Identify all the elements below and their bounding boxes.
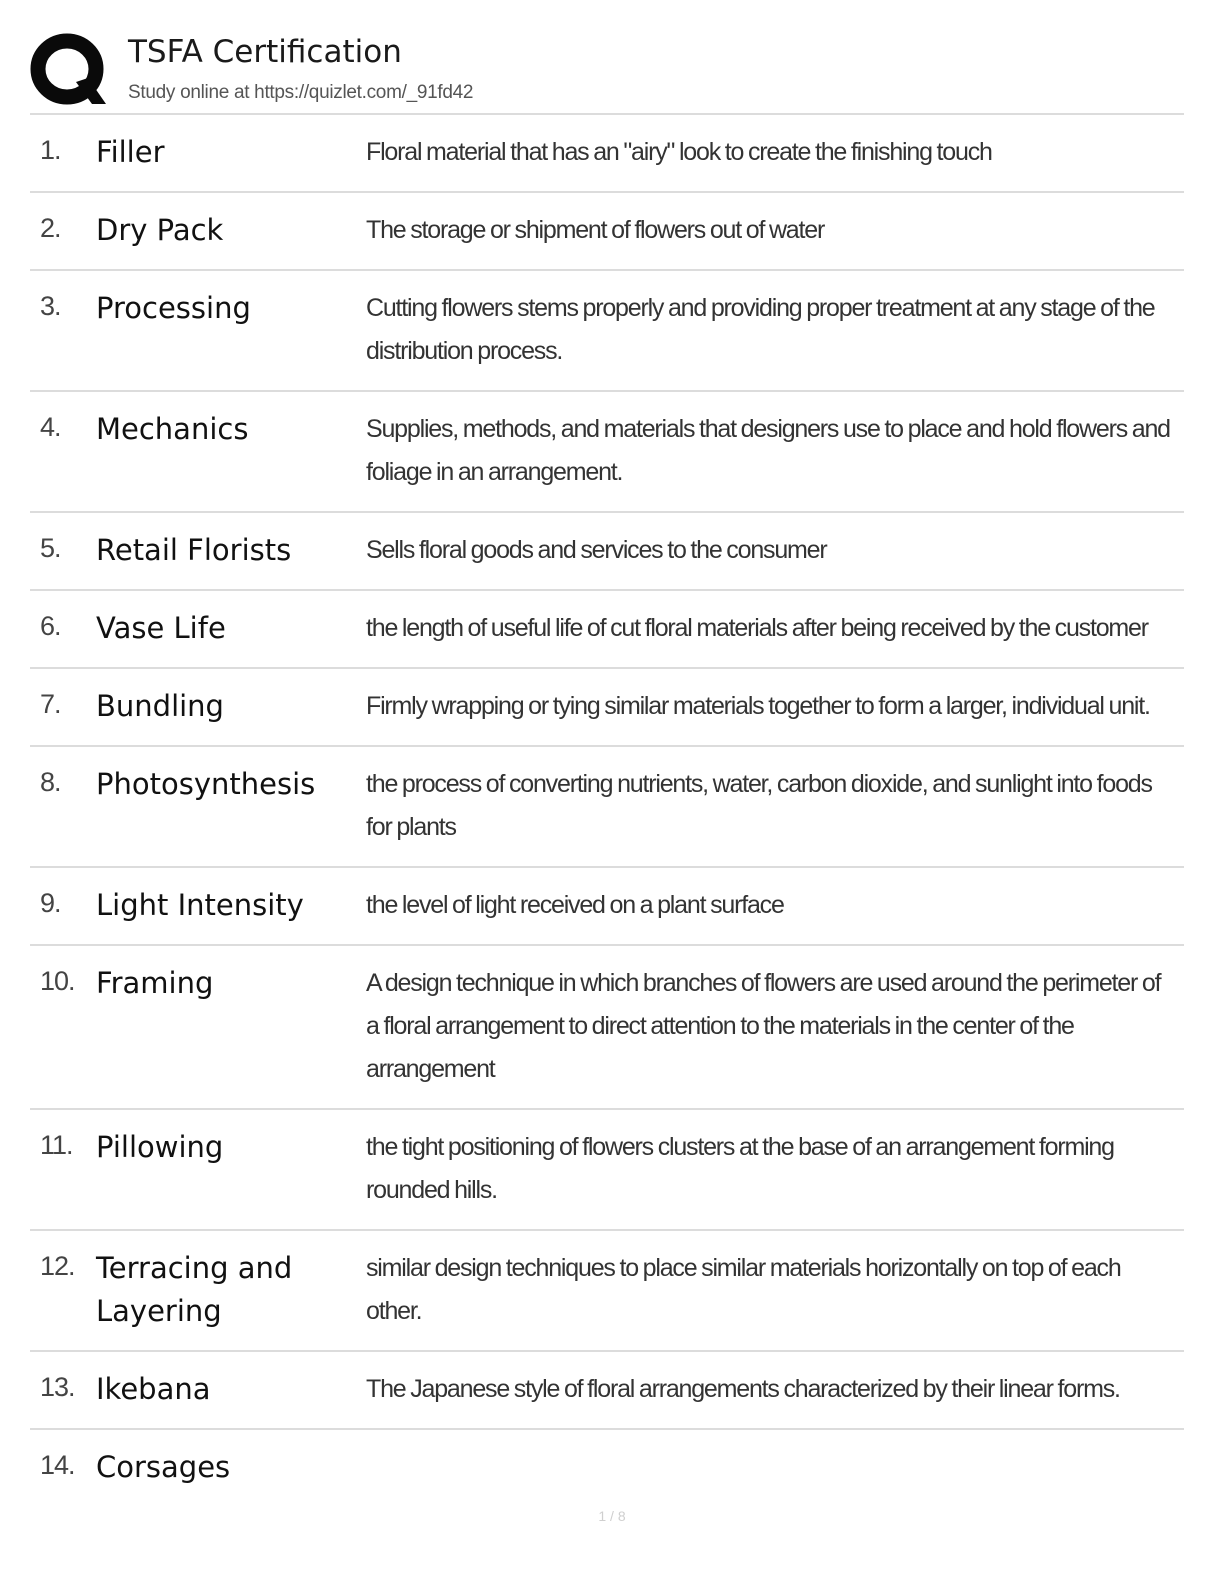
- term-row: [30, 669, 1184, 747]
- term-definition: the level of light received on a plant surface: [366, 891, 784, 919]
- term-row: [30, 392, 1184, 513]
- term-word: Light Intensity: [96, 888, 304, 922]
- term-number: 5.: [40, 533, 61, 563]
- terms-list: [30, 113, 1184, 1506]
- term-row: [30, 946, 1184, 1110]
- term-definition: Firmly wrapping or tying similar materials together to form a larger, individual unit.: [366, 692, 1150, 720]
- term-row: [30, 1352, 1184, 1430]
- term-row: [30, 868, 1184, 946]
- term-word: Processing: [96, 291, 251, 325]
- page-header: [30, 30, 1190, 110]
- term-word: Bundling: [96, 689, 224, 723]
- term-row: [30, 513, 1184, 591]
- term-number: 9.: [40, 888, 61, 918]
- term-definition: The Japanese style of floral arrangements characterized by their linear forms.: [366, 1375, 1120, 1403]
- term-definition: Cutting flowers stems properly and providing proper treatment at any stage of the distribution process.: [366, 294, 1155, 365]
- term-definition: the length of useful life of cut floral materials after being received by the customer: [366, 614, 1148, 642]
- term-number: 3.: [40, 291, 61, 321]
- term-definition: the tight positioning of flowers clusters at the base of an arrangement forming rounded hills.: [366, 1133, 1114, 1204]
- page-number: 1 / 8: [598, 1508, 626, 1524]
- term-row: [30, 747, 1184, 868]
- term-word: Dry Pack: [96, 213, 224, 247]
- term-definition: similar design techniques to place similar materials horizontally on top of each other.: [366, 1254, 1121, 1325]
- term-definition: Sells floral goods and services to the consumer: [366, 536, 827, 564]
- term-definition: the process of converting nutrients, water, carbon dioxide, and sunlight into foods for plants: [366, 770, 1152, 841]
- term-word: Corsages: [96, 1450, 231, 1484]
- term-word: Terracing and Layering: [96, 1251, 293, 1328]
- term-number: 1.: [40, 135, 61, 165]
- term-row: [30, 271, 1184, 392]
- term-row: [30, 193, 1184, 271]
- term-definition: The storage or shipment of flowers out of water: [366, 216, 825, 244]
- term-word: Retail Florists: [96, 533, 292, 567]
- term-number: 2.: [40, 213, 61, 243]
- term-number: 7.: [40, 689, 61, 719]
- term-number: 10.: [40, 966, 75, 996]
- term-definition: Floral material that has an "airy" look to create the finishing touch: [366, 138, 992, 166]
- term-row: [30, 1430, 1184, 1506]
- term-number: 13.: [40, 1372, 75, 1402]
- term-word: Filler: [96, 135, 165, 169]
- term-row: [30, 115, 1184, 193]
- term-word: Ikebana: [96, 1372, 211, 1406]
- term-number: 12.: [40, 1251, 75, 1281]
- term-word: Pillowing: [96, 1130, 224, 1164]
- term-number: 8.: [40, 767, 61, 797]
- term-word: Photosynthesis: [96, 767, 316, 801]
- term-word: Vase Life: [96, 611, 226, 645]
- term-row: [30, 1110, 1184, 1231]
- page-title: TSFA Certification: [128, 34, 402, 70]
- term-definition: Supplies, methods, and materials that designers use to place and hold flowers and foliage in an arrangement.: [366, 415, 1170, 486]
- term-number: 14.: [40, 1450, 75, 1480]
- study-online-link[interactable]: Study online at https://quizlet.com/_91fd42: [128, 82, 474, 103]
- term-number: 6.: [40, 611, 61, 641]
- term-row: [30, 591, 1184, 669]
- term-word: Framing: [96, 966, 214, 1000]
- term-number: 11.: [40, 1130, 73, 1160]
- term-definition: A design technique in which branches of flowers are used around the perimeter of a floral arrangement to direct attention to the materials in the center of the arrangement: [366, 969, 1161, 1083]
- term-word: Mechanics: [96, 412, 249, 446]
- quizlet-q-logo-icon: [30, 32, 108, 110]
- term-number: 4.: [40, 412, 61, 442]
- term-row: [30, 1231, 1184, 1352]
